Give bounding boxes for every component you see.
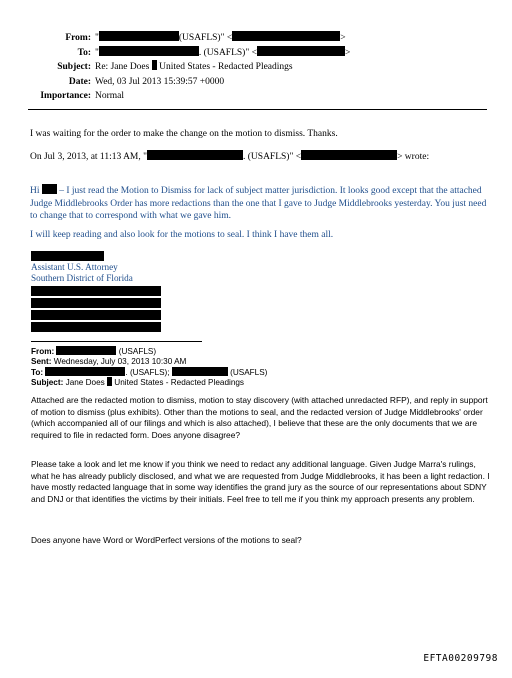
date-value: Wed, 03 Jul 2013 15:39:57 +0000	[95, 76, 225, 87]
signature-title: Assistant U.S. Attorney	[31, 262, 118, 272]
body-p1-text: Attached are the redacted motion to dismiss, motion to stay discovery (with attached unredacted RFP), and reply in support of motion to dismiss (plus exhibits). Other than the motions to seal, and the redacted version of Judge Middlebrooks' order (which accompanied all of our filings and which is also attached), I believe that these are the only documents that we are required to file in redacted form. Does anyone disagree?	[31, 395, 488, 440]
from-tail: (USAFLS)" <	[178, 33, 233, 43]
header-subject-row	[0, 60, 512, 75]
redaction	[301, 150, 397, 160]
original-from-label: From:	[31, 347, 55, 356]
to-end: >	[344, 47, 351, 58]
redaction	[31, 322, 161, 332]
original-to-mid: . (USAFLS);	[125, 367, 170, 377]
quote-intro-b: . (USAFLS)" <	[243, 152, 302, 162]
quote-intro-a: On Jul 3, 2013, at 11:13 AM, "	[30, 152, 148, 162]
header-divider	[28, 109, 487, 110]
importance-label: Importance:	[40, 91, 91, 101]
redaction	[257, 46, 345, 56]
to-quote: "	[95, 47, 99, 58]
quoted-paragraph-1	[30, 184, 490, 223]
redaction	[232, 31, 340, 41]
original-sent-value: Wednesday, July 03, 2013 10:30 AM	[53, 356, 187, 366]
quote-intro-c: > wrote:	[397, 152, 430, 162]
importance-value: Normal	[95, 91, 125, 101]
body-p3-text: Does anyone have Word or WordPerfect versions of the motions to seal?	[31, 535, 302, 545]
subject-b: United States - Redacted Pleadings	[156, 62, 293, 72]
original-header	[31, 346, 267, 388]
original-divider	[31, 341, 202, 342]
original-to-label: To:	[31, 367, 44, 377]
redaction	[31, 310, 161, 320]
redaction	[31, 298, 161, 308]
quoted-paragraph-2: I will keep reading and also look for the motions to seal. I think I have them all.	[30, 230, 334, 240]
redaction	[45, 367, 125, 376]
email-header	[0, 31, 512, 104]
original-subject-b: United States - Redacted Pleadings	[112, 378, 245, 388]
redaction	[56, 346, 116, 355]
to-label: To:	[77, 47, 91, 58]
original-from-row	[31, 346, 267, 357]
redaction	[31, 286, 161, 296]
document-id: EFTA00209798	[423, 653, 498, 664]
redaction	[99, 31, 179, 41]
from-quote: "	[95, 33, 99, 43]
date-label: Date:	[68, 76, 91, 87]
body-paragraph-2	[31, 459, 493, 505]
original-subject-a: Jane Does	[65, 378, 105, 388]
signature-block	[31, 251, 161, 332]
header-date-row	[0, 75, 512, 90]
original-to-row	[31, 367, 267, 378]
redaction	[31, 251, 104, 261]
subject-label: Subject:	[57, 62, 91, 72]
subject-a: Re: Jane Does	[95, 62, 150, 72]
signature-office: Southern District of Florida	[31, 273, 133, 283]
original-to-end: (USAFLS)	[230, 367, 268, 377]
quoted-p1-rest: – I just read the Motion to Dismiss for lack of subject matter jurisdiction. It looks good except that the attached Judge Middlebrooks Order has more redactions than the one that I gave to Judge Middlebrooks yesterday. You just need to change that to correspond with what we gave him.	[30, 186, 487, 221]
body-paragraph-1	[31, 395, 493, 441]
redaction	[42, 184, 57, 194]
redaction	[99, 46, 199, 56]
body-paragraph-3	[31, 535, 493, 547]
from-end: >	[340, 33, 346, 43]
original-from-value: (USAFLS)	[118, 347, 157, 356]
body-p2-text: Please take a look and let me know if you think we need to redact any additional language. Given Judge Marra's rulings, what he has already publicly disclosed, and what we are requested from Judge Middlebrooks, it has been a light redaction. I have mostly redacted language that in some way identifies the grand jury as the source of our representations about SDNY and DNJ or that identifies the victims by their initials. Feel free to tell me if you think my approach presents any problem.	[31, 459, 490, 504]
redaction	[172, 367, 228, 376]
from-label: From:	[65, 33, 91, 43]
header-from-row	[0, 31, 512, 46]
to-tail: . (USAFLS)" <	[198, 47, 257, 58]
redaction	[147, 150, 243, 160]
original-sent-row	[31, 357, 267, 367]
original-sent-label: Sent:	[31, 356, 52, 366]
quote-intro	[30, 150, 490, 164]
original-subject-label: Subject:	[31, 378, 64, 388]
original-subject-row	[31, 377, 267, 388]
header-importance-row	[0, 89, 512, 104]
reply-text: I was waiting for the order to make the change on the motion to dismiss. Thanks.	[30, 129, 338, 139]
header-to-row	[0, 46, 512, 61]
quoted-hi: Hi	[30, 186, 40, 196]
